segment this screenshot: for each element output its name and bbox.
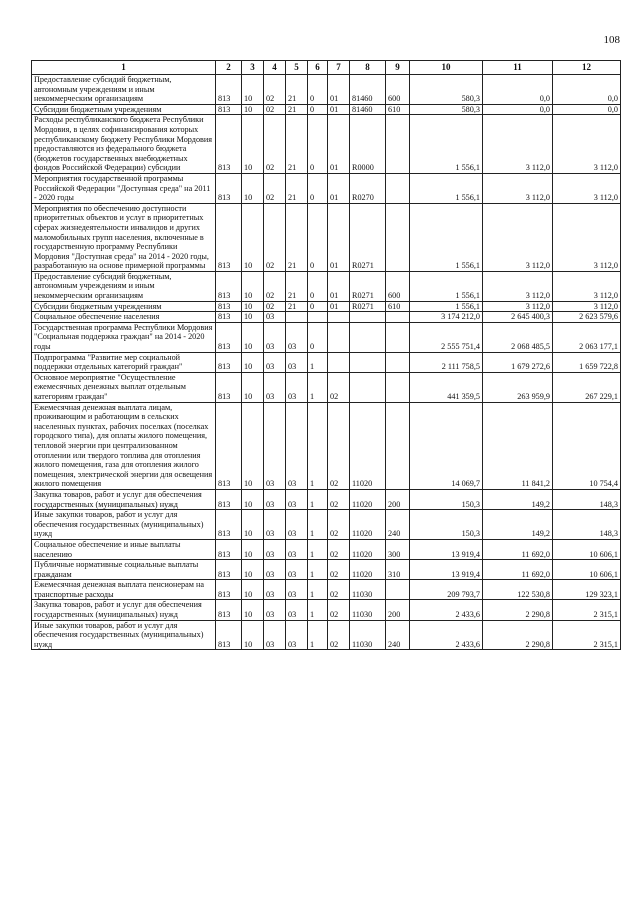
code-section: 10 [242, 600, 264, 620]
code-program [286, 312, 308, 323]
row-name: Ежемесячная денежная выплата лицам, проживающим и работающим в сельских населенных пунктах, рабочих поселках (поселках городского типа), для оплаты жилого помещения, тепловой энергии при централизованном отоплении или твердого топлива для отопления жилого помещения, газа для отопления жилого помещения, электрической энергии для освещения жилого помещения [32, 402, 216, 489]
code-subprogram: 0 [308, 75, 328, 105]
amount-col12: 267 229,1 [553, 372, 621, 402]
amount-col10: 441 359,5 [410, 372, 483, 402]
row-name: Закупка товаров, работ и услуг для обеспечения государственных (муниципальных) нужд [32, 600, 216, 620]
column-header: 10 [410, 61, 483, 75]
amount-col12: 0,0 [553, 75, 621, 105]
code-event: 01 [328, 75, 350, 105]
table-header-row [32, 61, 621, 75]
table-row [32, 301, 621, 312]
row-name: Публичные нормативные социальные выплаты гражданам [32, 560, 216, 580]
code-ministry: 813 [216, 104, 242, 115]
row-name: Мероприятия государственной программы Российской Федерации "Доступная среда" на 2011 - 2020 годы [32, 173, 216, 203]
code-subprogram: 1 [308, 580, 328, 600]
code-program: 03 [286, 489, 308, 509]
code-direction [350, 312, 386, 323]
code-subsection: 02 [264, 104, 286, 115]
amount-col12: 129 323,1 [553, 580, 621, 600]
code-expense-type [386, 203, 410, 271]
code-program: 03 [286, 580, 308, 600]
amount-col12: 148,3 [553, 510, 621, 540]
row-name: Иные закупки товаров, работ и услуг для обеспечения государственных (муниципальных) нужд [32, 510, 216, 540]
table-row [32, 173, 621, 203]
code-expense-type [386, 402, 410, 489]
page-number: 108 [603, 34, 620, 46]
amount-col11: 3 112,0 [483, 173, 553, 203]
amount-col12: 0,0 [553, 104, 621, 115]
table-row [32, 372, 621, 402]
code-subprogram: 1 [308, 560, 328, 580]
code-ministry: 813 [216, 539, 242, 559]
code-expense-type: 240 [386, 510, 410, 540]
code-section: 10 [242, 312, 264, 323]
amount-col10: 2 555 751,4 [410, 322, 483, 352]
code-direction [350, 352, 386, 372]
code-section: 10 [242, 372, 264, 402]
amount-col12: 148,3 [553, 489, 621, 509]
code-event [328, 312, 350, 323]
code-subprogram: 1 [308, 539, 328, 559]
code-event: 01 [328, 203, 350, 271]
amount-col11: 149,2 [483, 510, 553, 540]
code-event: 02 [328, 620, 350, 650]
amount-col10: 2 111 758,5 [410, 352, 483, 372]
code-subprogram: 0 [308, 115, 328, 174]
column-header: 9 [386, 61, 410, 75]
code-direction: 81460 [350, 104, 386, 115]
amount-col12: 10 754,4 [553, 402, 621, 489]
row-name: Предоставление субсидий бюджетным, автономным учреждениям и иным некоммерческим организациям [32, 271, 216, 301]
amount-col12: 2 063 177,1 [553, 322, 621, 352]
code-expense-type [386, 312, 410, 323]
table-row [32, 489, 621, 509]
code-ministry: 813 [216, 322, 242, 352]
code-event: 02 [328, 560, 350, 580]
table-row [32, 75, 621, 105]
row-name: Субсидии бюджетным учреждениям [32, 104, 216, 115]
code-direction: 11030 [350, 580, 386, 600]
amount-col10: 580,3 [410, 75, 483, 105]
amount-col10: 150,3 [410, 489, 483, 509]
code-subprogram: 0 [308, 322, 328, 352]
code-expense-type: 600 [386, 271, 410, 301]
code-ministry: 813 [216, 580, 242, 600]
code-direction: 11030 [350, 600, 386, 620]
amount-col11: 122 530,8 [483, 580, 553, 600]
amount-col11: 11 841,2 [483, 402, 553, 489]
amount-col11: 2 645 400,3 [483, 312, 553, 323]
amount-col11: 2 290,8 [483, 600, 553, 620]
code-section: 10 [242, 620, 264, 650]
code-section: 10 [242, 560, 264, 580]
code-expense-type: 200 [386, 489, 410, 509]
code-program: 21 [286, 203, 308, 271]
amount-col10: 14 069,7 [410, 402, 483, 489]
amount-col10: 209 793,7 [410, 580, 483, 600]
code-section: 10 [242, 271, 264, 301]
amount-col11: 263 959,9 [483, 372, 553, 402]
code-expense-type: 200 [386, 600, 410, 620]
amount-col11: 0,0 [483, 104, 553, 115]
code-subprogram: 0 [308, 173, 328, 203]
code-direction: 11020 [350, 539, 386, 559]
code-ministry: 813 [216, 600, 242, 620]
code-section: 10 [242, 510, 264, 540]
code-direction: 11030 [350, 620, 386, 650]
amount-col12: 10 606,1 [553, 539, 621, 559]
code-expense-type: 610 [386, 301, 410, 312]
code-ministry: 813 [216, 620, 242, 650]
code-section: 10 [242, 301, 264, 312]
amount-col11: 3 112,0 [483, 203, 553, 271]
code-direction: 11020 [350, 402, 386, 489]
code-section: 10 [242, 322, 264, 352]
table-row [32, 322, 621, 352]
column-header: 7 [328, 61, 350, 75]
column-header: 12 [553, 61, 621, 75]
code-event: 02 [328, 600, 350, 620]
column-header: 2 [216, 61, 242, 75]
code-event: 02 [328, 489, 350, 509]
amount-col10: 13 919,4 [410, 560, 483, 580]
code-expense-type [386, 173, 410, 203]
amount-col10: 580,3 [410, 104, 483, 115]
code-program: 03 [286, 560, 308, 580]
code-direction: 11020 [350, 560, 386, 580]
code-section: 10 [242, 402, 264, 489]
code-subprogram: 1 [308, 620, 328, 650]
code-event: 01 [328, 104, 350, 115]
row-name: Расходы республиканского бюджета Республики Мордовия, в целях софинансирования которых республиканскому бюджету Республики Мордовия предоставляются из федерального бюджета (бюджетов государственных внебюджетных фондов Российской Федерации) субсидии [32, 115, 216, 174]
row-name: Социальное обеспечение населения [32, 312, 216, 323]
code-direction: R0270 [350, 173, 386, 203]
code-program: 03 [286, 539, 308, 559]
column-header: 1 [32, 61, 216, 75]
code-event: 02 [328, 372, 350, 402]
code-subprogram: 0 [308, 271, 328, 301]
code-event: 01 [328, 271, 350, 301]
table-row [32, 600, 621, 620]
code-section: 10 [242, 539, 264, 559]
code-direction: R0000 [350, 115, 386, 174]
row-name: Основное мероприятие "Осуществление ежемесячных денежных выплат отдельным категориям граждан" [32, 372, 216, 402]
code-program: 21 [286, 301, 308, 312]
code-ministry: 813 [216, 560, 242, 580]
code-program: 03 [286, 372, 308, 402]
table-row [32, 580, 621, 600]
table-row [32, 312, 621, 323]
code-section: 10 [242, 173, 264, 203]
code-ministry: 813 [216, 372, 242, 402]
amount-col10: 3 174 212,0 [410, 312, 483, 323]
column-header: 5 [286, 61, 308, 75]
amount-col10: 2 433,6 [410, 600, 483, 620]
code-subsection: 03 [264, 312, 286, 323]
code-ministry: 813 [216, 489, 242, 509]
column-header: 6 [308, 61, 328, 75]
code-expense-type [386, 372, 410, 402]
column-header: 3 [242, 61, 264, 75]
code-section: 10 [242, 489, 264, 509]
code-event: 02 [328, 539, 350, 559]
code-section: 10 [242, 580, 264, 600]
code-expense-type: 610 [386, 104, 410, 115]
code-subsection: 03 [264, 322, 286, 352]
code-expense-type [386, 580, 410, 600]
table-row [32, 203, 621, 271]
code-expense-type: 240 [386, 620, 410, 650]
code-section: 10 [242, 115, 264, 174]
code-subsection: 03 [264, 620, 286, 650]
code-subsection: 03 [264, 580, 286, 600]
amount-col12: 10 606,1 [553, 560, 621, 580]
code-section: 10 [242, 203, 264, 271]
code-expense-type [386, 115, 410, 174]
code-expense-type: 310 [386, 560, 410, 580]
code-program: 03 [286, 322, 308, 352]
code-subsection: 03 [264, 539, 286, 559]
code-subsection: 03 [264, 352, 286, 372]
amount-col12: 3 112,0 [553, 115, 621, 174]
amount-col11: 2 290,8 [483, 620, 553, 650]
row-name: Ежемесячная денежная выплата пенсионерам на транспортные расходы [32, 580, 216, 600]
code-ministry: 813 [216, 352, 242, 372]
code-direction: 11020 [350, 489, 386, 509]
code-subsection: 02 [264, 271, 286, 301]
code-subsection: 03 [264, 372, 286, 402]
amount-col11: 0,0 [483, 75, 553, 105]
code-program: 03 [286, 402, 308, 489]
code-event: 02 [328, 402, 350, 489]
code-subprogram: 1 [308, 600, 328, 620]
code-program: 03 [286, 352, 308, 372]
amount-col11: 3 112,0 [483, 271, 553, 301]
code-ministry: 813 [216, 203, 242, 271]
code-ministry: 813 [216, 301, 242, 312]
amount-col12: 2 315,1 [553, 600, 621, 620]
code-program: 21 [286, 271, 308, 301]
code-subprogram: 0 [308, 203, 328, 271]
amount-col11: 11 692,0 [483, 539, 553, 559]
code-ministry: 813 [216, 173, 242, 203]
code-subprogram: 0 [308, 104, 328, 115]
table-row [32, 620, 621, 650]
row-name: Иные закупки товаров, работ и услуг для обеспечения государственных (муниципальных) нужд [32, 620, 216, 650]
code-expense-type: 600 [386, 75, 410, 105]
amount-col12: 2 623 579,6 [553, 312, 621, 323]
code-direction: R0271 [350, 301, 386, 312]
amount-col11: 149,2 [483, 489, 553, 509]
code-subsection: 03 [264, 600, 286, 620]
amount-col12: 1 659 722,8 [553, 352, 621, 372]
code-subsection: 02 [264, 75, 286, 105]
code-program: 21 [286, 115, 308, 174]
table-row [32, 539, 621, 559]
row-name: Социальное обеспечение и иные выплаты населению [32, 539, 216, 559]
code-direction [350, 372, 386, 402]
amount-col12: 2 315,1 [553, 620, 621, 650]
code-program: 03 [286, 600, 308, 620]
code-subsection: 02 [264, 301, 286, 312]
code-event [328, 322, 350, 352]
table-row [32, 510, 621, 540]
amount-col11: 2 068 485,5 [483, 322, 553, 352]
code-direction: 11020 [350, 510, 386, 540]
column-header: 11 [483, 61, 553, 75]
code-direction [350, 322, 386, 352]
code-section: 10 [242, 352, 264, 372]
code-program: 03 [286, 510, 308, 540]
code-subprogram: 1 [308, 510, 328, 540]
code-subprogram: 1 [308, 402, 328, 489]
code-subsection: 03 [264, 560, 286, 580]
table-row [32, 104, 621, 115]
amount-col12: 3 112,0 [553, 301, 621, 312]
amount-col10: 1 556,1 [410, 115, 483, 174]
code-subprogram: 1 [308, 352, 328, 372]
amount-col12: 3 112,0 [553, 271, 621, 301]
code-subsection: 03 [264, 489, 286, 509]
code-section: 10 [242, 75, 264, 105]
table-row [32, 352, 621, 372]
amount-col10: 150,3 [410, 510, 483, 540]
amount-col10: 2 433,6 [410, 620, 483, 650]
code-subsection: 02 [264, 115, 286, 174]
code-expense-type [386, 322, 410, 352]
row-name: Предоставление субсидий бюджетным, автономным учреждениям и иным некоммерческим организациям [32, 75, 216, 105]
code-subprogram: 1 [308, 372, 328, 402]
code-subprogram: 1 [308, 489, 328, 509]
code-ministry: 813 [216, 271, 242, 301]
table-row [32, 271, 621, 301]
row-name: Подпрограмма "Развитие мер социальной поддержки отдельных категорий граждан" [32, 352, 216, 372]
amount-col10: 1 556,1 [410, 173, 483, 203]
amount-col10: 13 919,4 [410, 539, 483, 559]
column-header: 8 [350, 61, 386, 75]
code-direction: R0271 [350, 203, 386, 271]
code-event: 01 [328, 173, 350, 203]
code-event: 02 [328, 580, 350, 600]
table-row [32, 560, 621, 580]
amount-col10: 1 556,1 [410, 271, 483, 301]
row-name: Закупка товаров, работ и услуг для обеспечения государственных (муниципальных) нужд [32, 489, 216, 509]
code-subprogram: 0 [308, 301, 328, 312]
row-name: Мероприятия по обеспечению доступности приоритетных объектов и услуг в приоритетных сферах жизнедеятельности инвалидов и других маломобильных групп населения, включенные в государственную программу Республики Мордовия "Доступная среда" на 2014 - 2020 годы, разработанную на основе примерной программы [32, 203, 216, 271]
code-section: 10 [242, 104, 264, 115]
table-row [32, 402, 621, 489]
code-subsection: 03 [264, 510, 286, 540]
code-event: 02 [328, 510, 350, 540]
code-program: 03 [286, 620, 308, 650]
amount-col11: 3 112,0 [483, 115, 553, 174]
code-expense-type [386, 352, 410, 372]
code-ministry: 813 [216, 510, 242, 540]
code-program: 21 [286, 173, 308, 203]
code-event: 01 [328, 301, 350, 312]
amount-col11: 11 692,0 [483, 560, 553, 580]
code-direction: R0271 [350, 271, 386, 301]
code-subsection: 02 [264, 203, 286, 271]
amount-col11: 3 112,0 [483, 301, 553, 312]
amount-col10: 1 556,1 [410, 301, 483, 312]
code-ministry: 813 [216, 312, 242, 323]
row-name: Государственная программа Республики Мордовия "Социальная поддержка граждан" на 2014 - 2020 годы [32, 322, 216, 352]
code-ministry: 813 [216, 115, 242, 174]
budget-table [31, 60, 621, 650]
code-expense-type: 300 [386, 539, 410, 559]
code-subsection: 02 [264, 173, 286, 203]
amount-col11: 1 679 272,6 [483, 352, 553, 372]
amount-col12: 3 112,0 [553, 173, 621, 203]
code-direction: 81460 [350, 75, 386, 105]
code-event: 01 [328, 115, 350, 174]
column-header: 4 [264, 61, 286, 75]
code-ministry: 813 [216, 402, 242, 489]
code-subprogram [308, 312, 328, 323]
code-program: 21 [286, 104, 308, 115]
table-row [32, 115, 621, 174]
code-event [328, 352, 350, 372]
amount-col12: 3 112,0 [553, 203, 621, 271]
amount-col10: 1 556,1 [410, 203, 483, 271]
row-name: Субсидии бюджетным учреждениям [32, 301, 216, 312]
code-subsection: 03 [264, 402, 286, 489]
code-program: 21 [286, 75, 308, 105]
code-ministry: 813 [216, 75, 242, 105]
